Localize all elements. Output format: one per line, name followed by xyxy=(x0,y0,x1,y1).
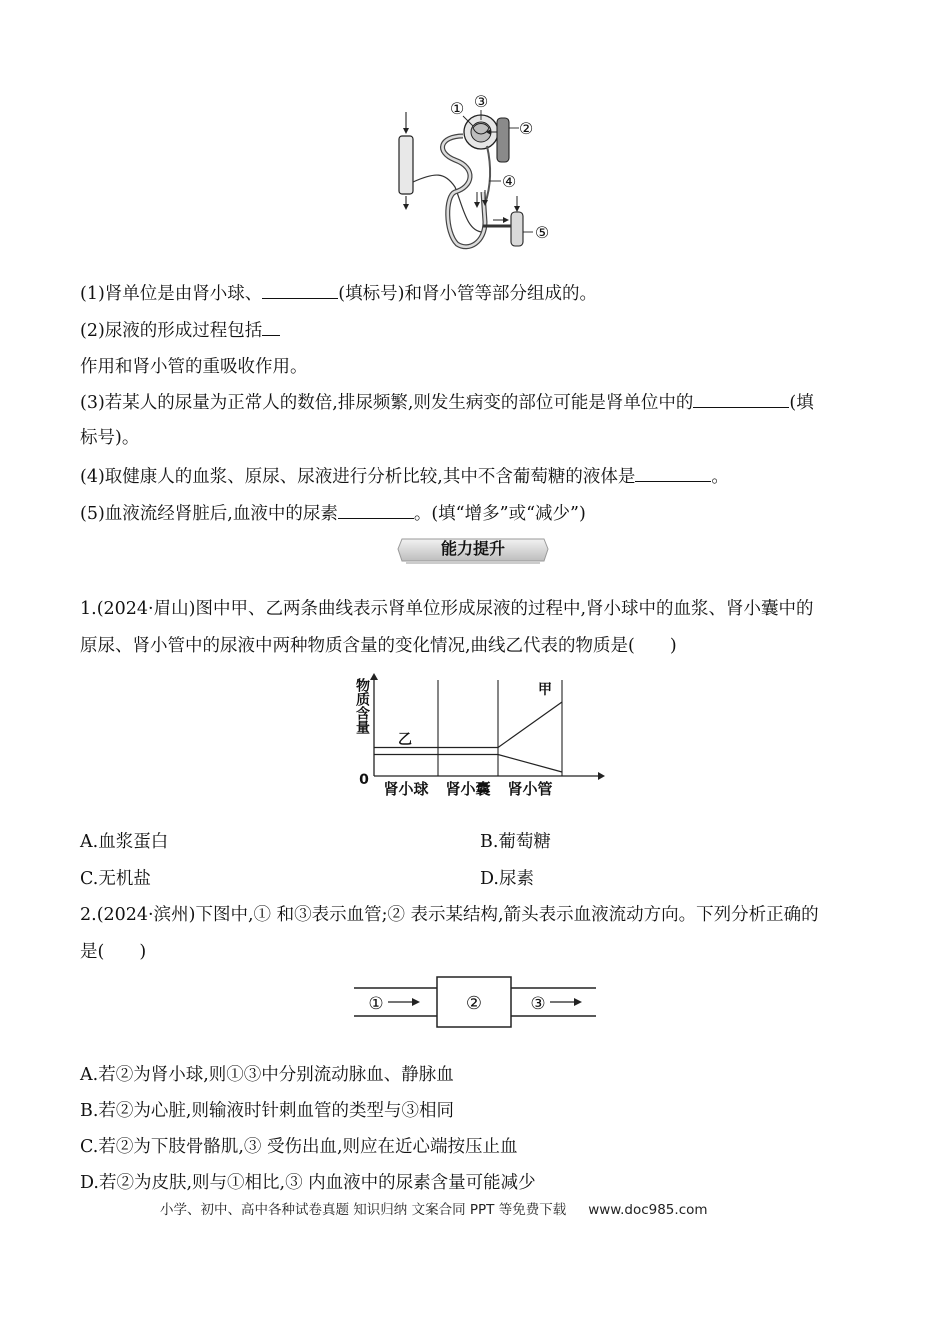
question-5-text: (5)血液流经肾脏后,血液中的尿素 xyxy=(80,504,338,524)
arrow-icon xyxy=(574,998,582,1006)
category-label: 肾小球 xyxy=(383,780,429,798)
answer-blank[interactable] xyxy=(262,319,280,336)
label-1: ① xyxy=(449,99,465,118)
question-5-text-b: 。(填“增多”或“减少”) xyxy=(413,504,586,524)
page-footer xyxy=(160,1198,708,1218)
question-2-text-b: 作用和肾小管的重吸收作用。 xyxy=(80,357,308,377)
y-axis-arrow-icon xyxy=(370,673,378,680)
answer-blank[interactable] xyxy=(262,282,338,299)
question-1-text-a: (1)肾单位是由肾小球、 xyxy=(80,284,263,304)
section-banner xyxy=(396,537,550,565)
q1-option-b[interactable]: B.葡萄糖 xyxy=(480,832,551,852)
category-label: 肾小管 xyxy=(507,780,553,798)
label-4: ④ xyxy=(501,172,517,191)
footer-url[interactable]: www.doc985.com xyxy=(588,1202,708,1218)
y-axis-label: 物质含量 xyxy=(354,678,370,734)
q2-option-d[interactable]: D.若②为皮肤,则与①相比,③ 内血液中的尿素含量可能减少 xyxy=(80,1173,536,1193)
x-axis-arrow-icon xyxy=(598,772,605,780)
question-2 xyxy=(80,319,280,342)
category-label: 肾小囊 xyxy=(445,780,491,798)
answer-blank[interactable] xyxy=(635,465,711,482)
structure-2-label: ② xyxy=(465,993,483,1014)
series-label-0: 甲 xyxy=(538,682,552,698)
blood-flow-diagram xyxy=(354,976,598,1028)
arrow-icon xyxy=(412,998,420,1006)
vessel-1-label: ① xyxy=(368,994,384,1014)
q2-line-2: 是( ) xyxy=(80,942,147,962)
q1-option-c[interactable]: C.无机盐 xyxy=(80,869,151,889)
q1-option-d[interactable]: D.尿素 xyxy=(480,869,534,889)
question-1-text-b: (填标号)和肾小管等部分组成的。 xyxy=(338,284,597,304)
vessel-3-label: ③ xyxy=(530,994,546,1014)
answer-blank[interactable] xyxy=(338,502,414,519)
answer-blank[interactable] xyxy=(693,391,789,408)
question-1 xyxy=(80,282,597,305)
q1-option-a[interactable]: A.血浆蛋白 xyxy=(80,832,169,852)
substance-content-chart xyxy=(340,672,605,802)
question-4-text-b: 。 xyxy=(711,467,729,487)
origin-label: 0 xyxy=(359,772,369,788)
series-line-1 xyxy=(374,755,562,773)
question-2-text: (2)尿液的形成过程包括 xyxy=(80,321,263,341)
footer-text: 小学、初中、高中各种试卷真题 知识归纳 文案合同 PPT 等免费下载 xyxy=(160,1202,567,1218)
q2-option-c[interactable]: C.若②为下肢骨骼肌,③ 受伤出血,则应在近心端按压止血 xyxy=(80,1137,518,1157)
question-2-continued xyxy=(80,356,308,378)
section-title: 能力提升 xyxy=(440,539,505,558)
q1-line-2: 原尿、肾小管中的尿液中两种物质含量的变化情况,曲线乙代表的物质是( ) xyxy=(80,636,677,656)
question-3-continued xyxy=(80,427,139,449)
label-3: ③ xyxy=(473,92,489,111)
question-3 xyxy=(80,391,814,414)
label-2: ② xyxy=(518,119,534,138)
question-3-text: (3)若某人的尿量为正常人的数倍,排尿频繁,则发生病变的部位可能是肾单位中的 xyxy=(80,393,694,413)
series-label-1: 乙 xyxy=(398,732,412,748)
label-5: ⑤ xyxy=(534,223,550,242)
nephron-figure xyxy=(385,92,560,257)
question-3-text-b: (填 xyxy=(789,393,814,413)
q1-line-1: 1.(2024·眉山)图中甲、乙两条曲线表示肾单位形成尿液的过程中,肾小球中的血浆、肾小囊中的 xyxy=(80,599,814,619)
q2-option-b[interactable]: B.若②为心脏,则输液时针刺血管的类型与③相同 xyxy=(80,1101,454,1121)
q2-option-a[interactable]: A.若②为肾小球,则①③中分别流动脉血、静脉血 xyxy=(80,1065,454,1085)
question-4-text: (4)取健康人的血浆、原尿、尿液进行分析比较,其中不含葡萄糖的液体是 xyxy=(80,467,636,487)
question-4 xyxy=(80,465,729,488)
question-5 xyxy=(80,502,586,525)
q2-line-1: 2.(2024·滨州)下图中,① 和③表示血管;② 表示某结构,箭头表示血液流动方向。下列分析正确的 xyxy=(80,905,819,925)
question-3-text-c: 标号)。 xyxy=(80,428,140,448)
